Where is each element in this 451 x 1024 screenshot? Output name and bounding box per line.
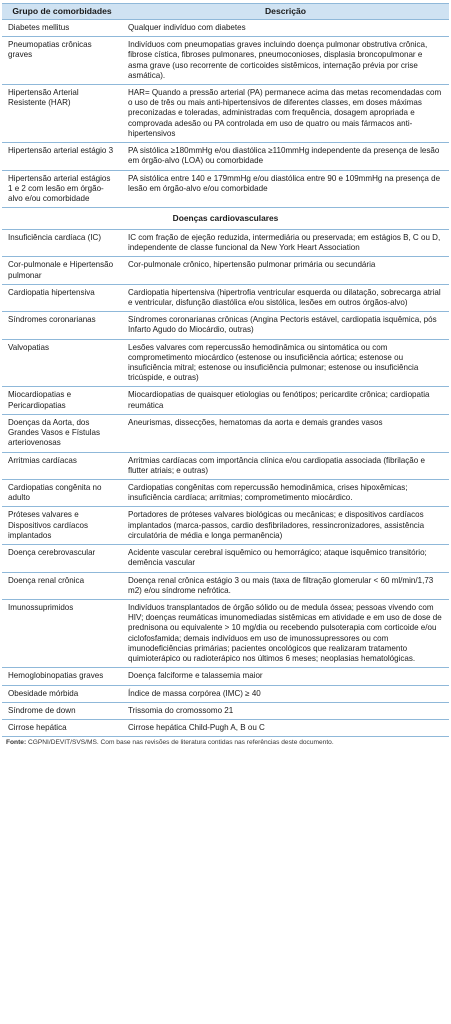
comorbidity-description-cell: IC com fração de ejeção reduzida, intermediária ou preservada; em estágios B, C ou D, independente de classe funcional da New York Heart Association	[122, 229, 449, 256]
comorbidities-table	[2, 3, 449, 737]
table-row	[2, 312, 449, 339]
comorbidity-group-cell: Cor-pulmonale e Hipertensão pulmonar	[2, 257, 122, 284]
table-row	[2, 702, 449, 719]
table-row	[2, 507, 449, 545]
comorbidity-group-cell: Obesidade mórbida	[2, 685, 122, 702]
comorbidity-group-cell: Miocardiopatias e Pericardiopatias	[2, 387, 122, 414]
comorbidity-group-cell: Pneumopatias crônicas graves	[2, 37, 122, 85]
table-row	[2, 414, 449, 452]
comorbidity-group-cell: Arritmias cardíacas	[2, 452, 122, 479]
comorbidity-group-cell: Doenças da Aorta, dos Grandes Vasos e Fístulas arteriovenosas	[2, 414, 122, 452]
table-row	[2, 572, 449, 599]
group-column-header: Grupo de comorbidades	[2, 4, 122, 20]
table-row	[2, 452, 449, 479]
table-body	[2, 19, 449, 736]
comorbidity-description-cell: Indivíduos transplantados de órgão sólido ou de medula óssea; pessoas vivendo com HIV; doenças reumáticas imunomediadas sistêmicas em atividade e em uso de dose de prednisona ou equivalente > 10 mg/dia ou recebendo pulsoterapia com corticoide e/ou ciclofosfamida; demais indivíduos em uso de imunossupressores ou com imunodeficiências primárias; pacientes oncológicos que realizaram tratamento quimioterápico ou radioterápico nos últimos 6 meses; neoplasias hematológicas.	[122, 599, 449, 667]
comorbidity-group-cell: Cardiopatias congênita no adulto	[2, 480, 122, 507]
comorbidity-description-cell: Aneurismas, dissecções, hematomas da aorta e demais grandes vasos	[122, 414, 449, 452]
table-row	[2, 284, 449, 311]
comorbidity-group-cell: Valvopatias	[2, 339, 122, 387]
table-row	[2, 545, 449, 572]
comorbidity-description-cell: Miocardiopatias de quaisquer etiologias ou fenótipos; pericardite crônica; cardiopatia reumática	[122, 387, 449, 414]
table-row	[2, 229, 449, 256]
comorbidity-group-cell: Síndromes coronarianas	[2, 312, 122, 339]
description-column-header: Descrição	[122, 4, 449, 20]
comorbidity-group-cell: Diabetes mellitus	[2, 19, 122, 36]
section-title: Doenças cardiovasculares	[2, 208, 449, 230]
comorbidity-group-cell: Imunossuprimidos	[2, 599, 122, 667]
comorbidity-group-cell: Hipertensão arterial estágios 1 e 2 com lesão em órgão-alvo e/ou comorbidade	[2, 170, 122, 208]
comorbidity-description-cell: Trissomia do cromossomo 21	[122, 702, 449, 719]
comorbidity-description-cell: Lesões valvares com repercussão hemodinâmica ou sintomática ou com comprometimento miocárdico (estenose ou insuficiência aórtica; estenose ou insuficiência mitral; estenose ou insuficiência pulmonar; estenose ou insuficiência tricúspide, e outras)	[122, 339, 449, 387]
comorbidity-group-cell: Doença renal crônica	[2, 572, 122, 599]
table-row	[2, 143, 449, 170]
table-row	[2, 387, 449, 414]
comorbidity-group-cell: Insuficiência cardíaca (IC)	[2, 229, 122, 256]
comorbidity-description-cell: Cirrose hepática Child-Pugh A, B ou C	[122, 719, 449, 736]
comorbidity-description-cell: Portadores de próteses valvares biológicas ou mecânicas; e dispositivos cardíacos implantados (marca-passos, cardio desfibriladores, ressincronizadores, assistência circulatória de média e longa permanência)	[122, 507, 449, 545]
comorbidity-description-cell: Arritmias cardíacas com importância clínica e/ou cardiopatia associada (fibrilação e flutter atriais; e outras)	[122, 452, 449, 479]
comorbidity-description-cell: Cardiopatia hipertensiva (hipertrofia ventricular esquerda ou dilatação, sobrecarga atrial e ventricular, disfunção diastólica e/ou sistólica, lesões em outros órgãos-alvo)	[122, 284, 449, 311]
comorbidity-group-cell: Hemoglobinopatias graves	[2, 668, 122, 685]
comorbidity-description-cell: Indivíduos com pneumopatias graves incluindo doença pulmonar obstrutiva crônica, fibrose cística, fibroses pulmonares, pneumoconioses, displasia broncopulmonar e asma grave (uso recorrente de corticoides sistêmicos, internação prévia por crise asmática).	[122, 37, 449, 85]
comorbidity-group-cell: Cirrose hepática	[2, 719, 122, 736]
table-row	[2, 339, 449, 387]
comorbidity-group-cell: Cardiopatia hipertensiva	[2, 284, 122, 311]
table-row	[2, 480, 449, 507]
table-row	[2, 685, 449, 702]
source-label: Fonte:	[6, 739, 27, 747]
comorbidity-description-cell: Índice de massa corpórea (IMC) ≥ 40	[122, 685, 449, 702]
comorbidity-description-cell: PA sistólica entre 140 e 179mmHg e/ou diastólica entre 90 e 109mmHg na presença de lesão em órgão-alvo e/ou comorbidade	[122, 170, 449, 208]
section-row	[2, 208, 449, 230]
table-header-row	[2, 4, 449, 20]
comorbidity-description-cell: Doença falciforme e talassemia maior	[122, 668, 449, 685]
comorbidity-description-cell: Cor-pulmonale crônico, hipertensão pulmonar primária ou secundária	[122, 257, 449, 284]
table-row	[2, 668, 449, 685]
source-note	[2, 737, 449, 748]
comorbidity-description-cell: Qualquer indivíduo com diabetes	[122, 19, 449, 36]
comorbidity-description-cell: Doença renal crônica estágio 3 ou mais (taxa de filtração glomerular < 60 ml/min/1,73 m2) e/ou síndrome nefrótica.	[122, 572, 449, 599]
table-row	[2, 599, 449, 667]
comorbidity-group-cell: Hipertensão Arterial Resistente (HAR)	[2, 85, 122, 143]
table-row	[2, 719, 449, 736]
comorbidity-group-cell: Próteses valvares e Dispositivos cardíacos implantados	[2, 507, 122, 545]
table-row	[2, 19, 449, 36]
comorbidity-description-cell: Acidente vascular cerebral isquêmico ou hemorrágico; ataque isquêmico transitório; demência vascular	[122, 545, 449, 572]
comorbidity-group-cell: Doença cerebrovascular	[2, 545, 122, 572]
comorbidity-description-cell: PA sistólica ≥180mmHg e/ou diastólica ≥110mmHg independente da presença de lesão em órgão-alvo (LOA) ou comorbidade	[122, 143, 449, 170]
table-row	[2, 257, 449, 284]
source-text: CGPNI/DEVIT/SVS/MS. Com base nas revisões de literatura contidas nas referências deste documento.	[28, 739, 334, 747]
comorbidity-group-cell: Síndrome de down	[2, 702, 122, 719]
table-row	[2, 37, 449, 85]
table-row	[2, 170, 449, 208]
comorbidity-group-cell: Hipertensão arterial estágio 3	[2, 143, 122, 170]
comorbidity-description-cell: HAR= Quando a pressão arterial (PA) permanece acima das metas recomendadas com o uso de três ou mais anti-hipertensivos de diferentes classes, em doses máximas preconizadas e toleradas, administradas com frequência, dosagem apropriada e comprovada adesão ou PA controlada em uso de quatro ou mais fármacos anti-hipertensivos	[122, 85, 449, 143]
comorbidity-description-cell: Cardiopatias congênitas com repercussão hemodinâmica, crises hipoxêmicas; insuficiência cardíaca; arritmias; comprometimento miocárdico.	[122, 480, 449, 507]
table-row	[2, 85, 449, 143]
comorbidity-description-cell: Síndromes coronarianas crônicas (Angina Pectoris estável, cardiopatia isquêmica, pós Infarto Agudo do Miocárdio, outras)	[122, 312, 449, 339]
